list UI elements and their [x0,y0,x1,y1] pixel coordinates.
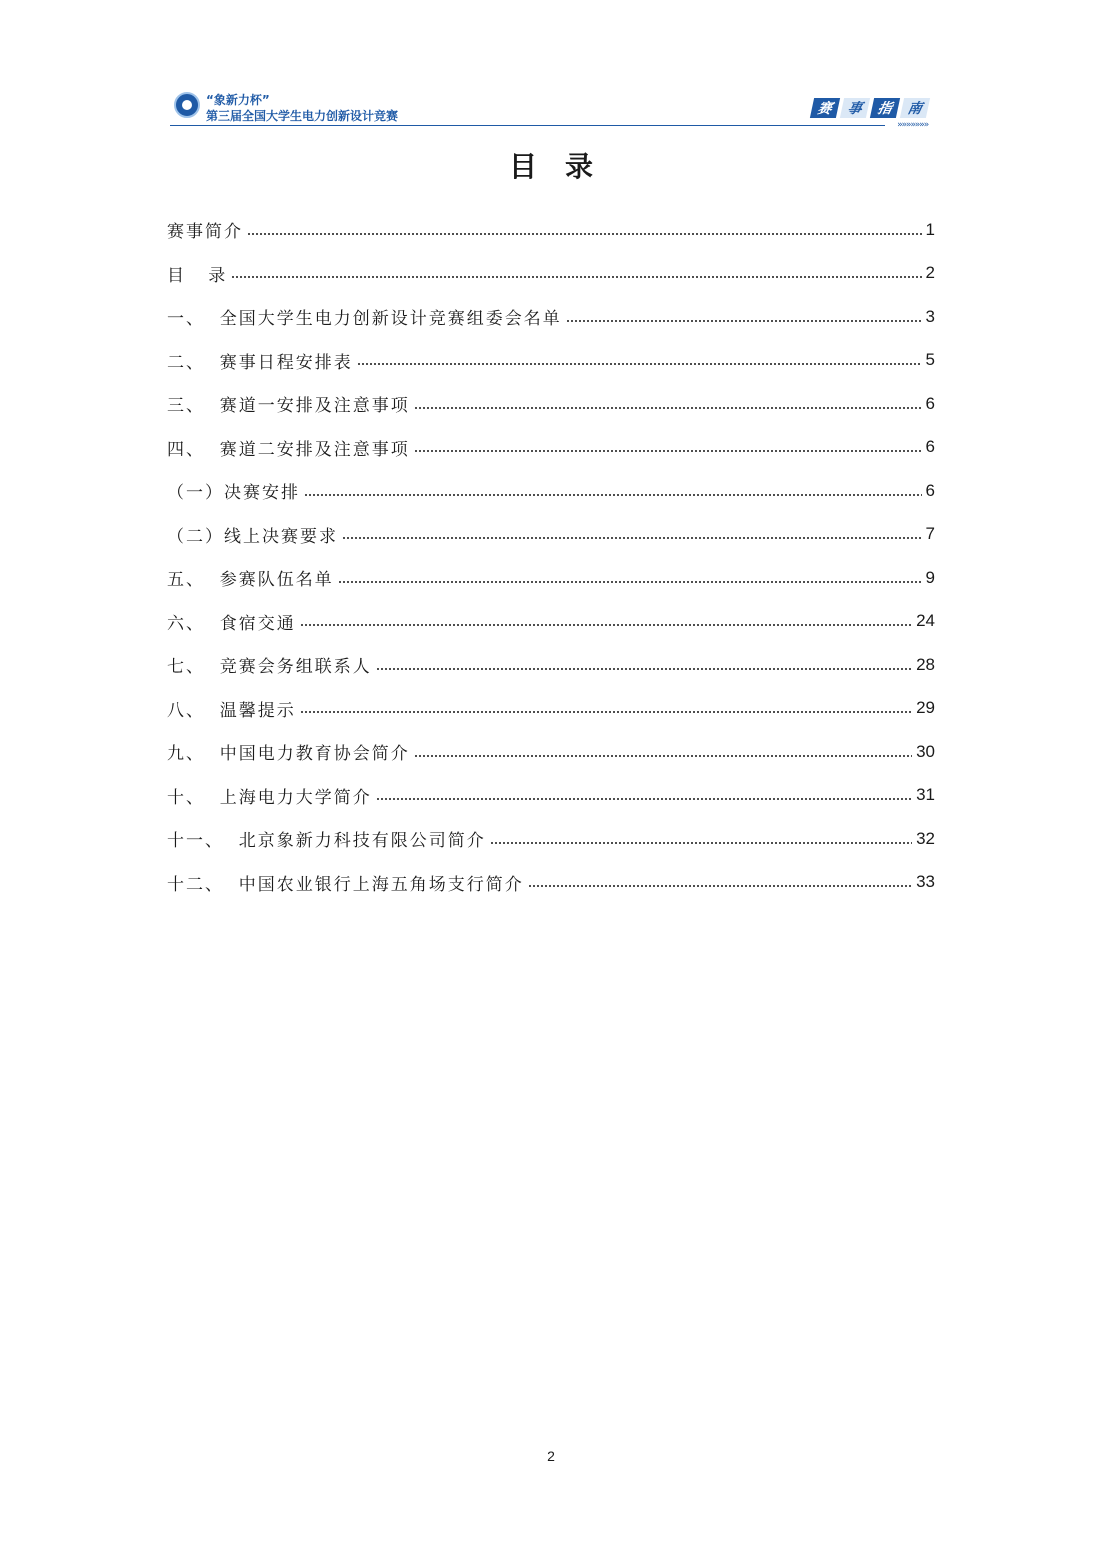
toc-leader-dots [414,450,922,452]
toc-entry-label: 十一、 北京象新力科技有限公司简介 [167,831,486,852]
toc-entry[interactable] [167,643,935,687]
toc-entry-page: 1 [925,219,935,239]
toc-entry-label: 十、 上海电力大学简介 [167,787,372,808]
toc-entry-page: 24 [916,611,935,631]
toc-entry[interactable] [167,469,935,513]
toc-leader-dots [376,668,912,670]
toc-entry-page: 3 [925,306,935,326]
toc-entry[interactable] [167,730,935,774]
toc-entry-page: 6 [925,480,935,500]
toc-entry[interactable] [167,295,935,339]
toc-entry[interactable] [167,861,935,905]
page-number: 2 [547,1448,555,1464]
toc-entry[interactable] [167,339,935,383]
toc-leader-dots [304,494,922,496]
toc-entry-page: 33 [916,872,935,892]
guide-badge [812,98,928,118]
toc-entry[interactable] [167,382,935,426]
header-divider [170,125,885,126]
toc-entry-page: 2 [925,263,935,283]
toc-entry-label: 三、 赛道一安排及注意事项 [167,396,410,417]
toc-leader-dots [247,233,922,235]
toc-leader-dots [338,581,922,583]
table-of-contents [167,208,935,904]
toc-leader-dots [342,537,922,539]
toc-entry-label: （一）决赛安排 [167,483,300,504]
guide-char: 指 [870,98,900,118]
toc-entry[interactable] [167,774,935,818]
competition-name: 第三届全国大学生电力创新设计竞赛 [206,109,399,123]
toc-entry-page: 32 [916,828,935,848]
toc-entry-label: 赛事简介 [167,222,243,243]
toc-leader-dots [566,320,922,322]
toc-entry-label: 一、 全国大学生电力创新设计竞赛组委会名单 [167,309,562,330]
toc-entry[interactable] [167,252,935,296]
toc-leader-dots [414,755,912,757]
toc-entry[interactable] [167,556,935,600]
toc-entry-label: 四、 赛道二安排及注意事项 [167,439,410,460]
brand-tagline: “象新力杯” [206,93,270,107]
toc-leader-dots [357,363,922,365]
toc-entry-label: 六、 食宿交通 [167,613,296,634]
toc-entry-page: 5 [925,350,935,370]
toc-entry-label: 二、 赛事日程安排表 [167,352,353,373]
toc-leader-dots [300,624,912,626]
toc-leader-dots [300,711,912,713]
toc-entry-label: 目 录 [167,265,228,286]
toc-entry-page: 7 [925,524,935,544]
toc-entry[interactable] [167,426,935,470]
toc-leader-dots [490,842,912,844]
toc-entry-label: 九、 中国电力教育协会简介 [167,744,410,765]
toc-leader-dots [231,276,921,278]
arrows-decoration: »»»»»»» [897,120,928,130]
toc-entry-label: 五、 参赛队伍名单 [167,570,334,591]
guide-char: 南 [900,98,930,118]
toc-entry-label: 七、 竞赛会务组联系人 [167,657,372,678]
toc-entry[interactable] [167,817,935,861]
toc-entry-page: 29 [916,698,935,718]
toc-leader-dots [528,885,912,887]
toc-entry-page: 28 [916,654,935,674]
guide-char: 事 [840,98,870,118]
toc-entry-page: 31 [916,785,935,805]
toc-entry-label: （二）线上决赛要求 [167,526,338,547]
competition-logo-icon [174,92,200,118]
toc-leader-dots [414,407,922,409]
page-title: 目录 [508,150,621,183]
toc-entry[interactable] [167,513,935,557]
page-header [170,88,930,132]
toc-entry-page: 6 [925,437,935,457]
toc-entry-page: 6 [925,393,935,413]
guide-char: 赛 [810,98,840,118]
toc-entry-label: 十二、 中国农业银行上海五角场支行简介 [167,874,524,895]
toc-entry-page: 9 [925,567,935,587]
toc-entry-page: 30 [916,741,935,761]
toc-leader-dots [376,798,912,800]
toc-entry[interactable] [167,687,935,731]
toc-entry[interactable] [167,208,935,252]
toc-entry[interactable] [167,600,935,644]
toc-entry-label: 八、 温馨提示 [167,700,296,721]
